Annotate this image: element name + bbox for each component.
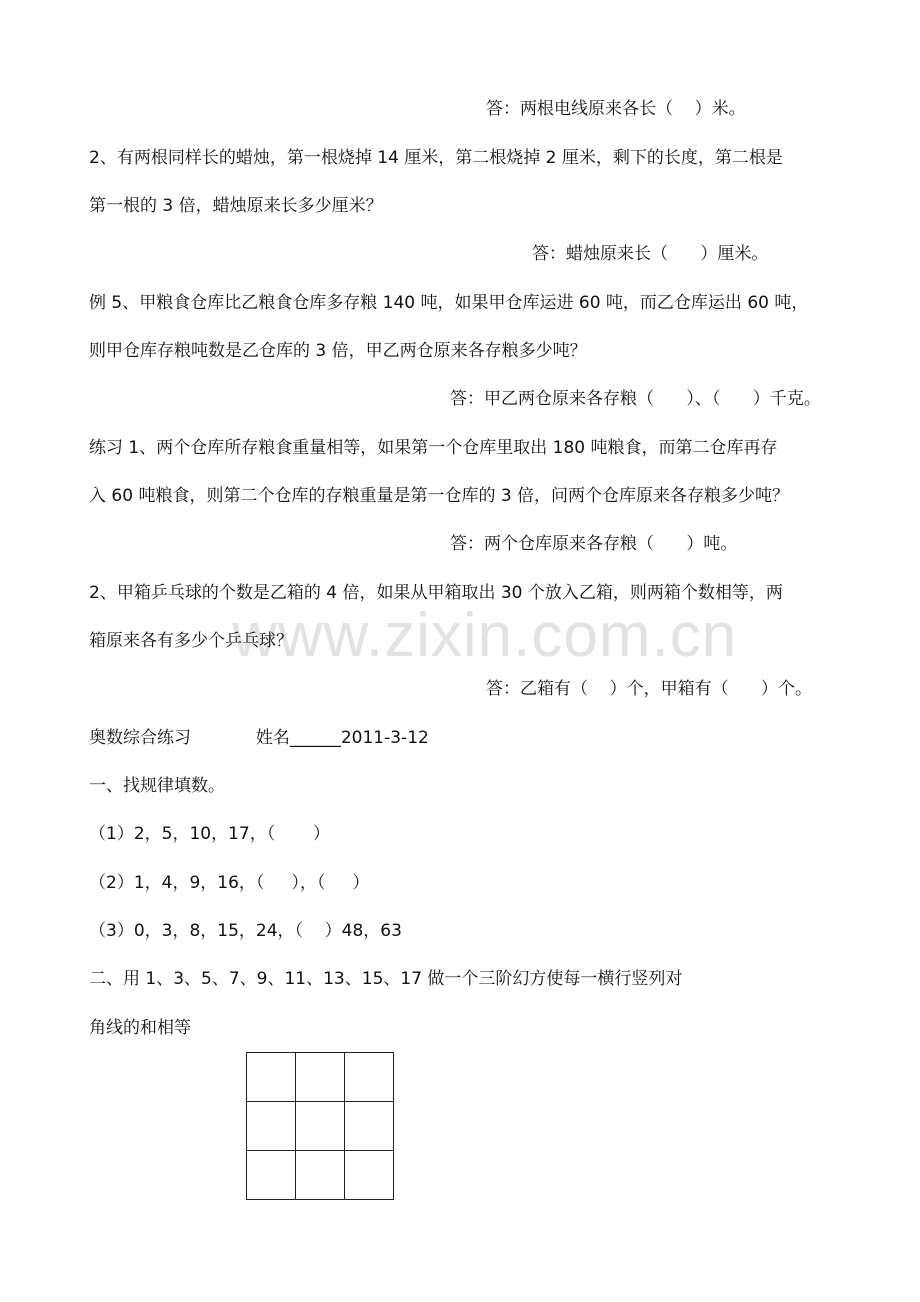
answer-line-candle: 答：蜡烛原来长（ ）厘米。 [532,244,769,264]
sequence-item-3: （3）0，3，8，15，24，（ ）48，63 [89,921,402,941]
grid-row [247,1102,394,1151]
practice1-line1: 练习 1、两个仓库所存粮食重量相等，如果第一个仓库里取出 180 吨粮食，而第二仓库再存 [89,438,778,458]
question-candle-line1: 2、有两根同样长的蜡烛，第一根烧掉 14 厘米，第二根烧掉 2 厘米，剩下的长度，第二根是 [89,148,783,168]
section2-heading-line2: 角线的和相等 [89,1018,191,1038]
grid-cell[interactable] [296,1151,345,1200]
answer-line-example5: 答：甲乙两仓原来各存粮（ ）、（ ）千克。 [450,389,821,409]
grid-cell[interactable] [296,1053,345,1102]
question-candle-line2: 第一根的 3 倍，蜡烛原来长多少厘米？ [89,196,383,216]
grid-cell[interactable] [345,1151,394,1200]
grid-cell[interactable] [345,1102,394,1151]
example5-line2: 则甲仓库存粮吨数是乙仓库的 3 倍，甲乙两仓原来各存粮多少吨？ [89,341,587,361]
sequence-item-1: （1）2，5，10，17，（ ） [89,824,331,844]
grid-cell[interactable] [247,1151,296,1200]
section1-heading: 一、找规律填数。 [89,776,225,796]
section2-heading-line1: 二、用 1、3、5、7、9、11、13、15、17 做一个三阶幻方使每一横行竖列对 [89,969,683,989]
question-pingpong-line2: 箱原来各有多少个乒乓球？ [89,631,293,651]
watermark: www.zixin.com.cn [232,601,738,670]
grid-cell[interactable] [345,1053,394,1102]
grid-cell[interactable] [247,1102,296,1151]
answer-line-pingpong: 答：乙箱有（ ）个，甲箱有（ ）个。 [486,679,813,699]
answer-line-practice1: 答：两个仓库原来各存粮（ ）吨。 [450,534,738,554]
practice1-line2: 入 60 吨粮食，则第二个仓库的存粮重量是第一仓库的 3 倍，问两个仓库原来各存粮多少吨？ [89,486,790,506]
example5-line1: 例 5、甲粮食仓库比乙粮食仓库多存粮 140 吨，如果甲仓库运进 60 吨，而乙仓库运出 60 吨， [89,293,809,313]
grid-row [247,1151,394,1200]
question-pingpong-line1: 2、甲箱乒乓球的个数是乙箱的 4 倍，如果从甲箱取出 30 个放入乙箱，则两箱个数相等，两 [89,583,783,603]
grid-cell[interactable] [247,1053,296,1102]
grid-cell[interactable] [296,1102,345,1151]
worksheet-header: 奥数综合练习 姓名______2011-3-12 [89,728,429,748]
answer-line-wire: 答：两根电线原来各长（ ）米。 [486,99,746,119]
magic-square-grid [246,1052,394,1200]
sequence-item-2: （2）1，4，9，16，（ ），（ ） [89,873,370,893]
grid-row [247,1053,394,1102]
